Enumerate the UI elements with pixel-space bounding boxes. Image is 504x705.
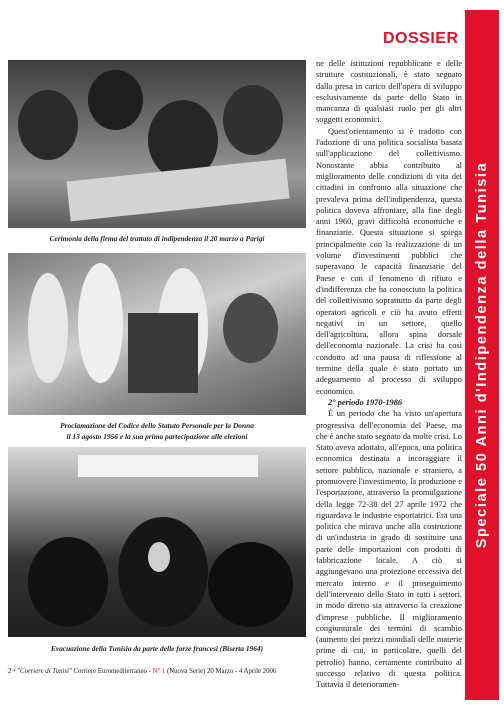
side-band — [465, 10, 499, 700]
article-paragraph: È un periodo che ha visto un'apertura progressiva dell'economia del Paese, ma che è anche stato segnato da molte crisi. Lo Stato aveva adottato, all'epoca, una politica economica destinata a incoraggiare il settore pubblico, nazionale e straniero, a promuovere l'investimento, la produzione e l'esportazione, attraverso la promulgazione della legge 72-38 del 27 aprile 1972 che riguardava le industrie esportatrici. Era una politica che mirava anche alla costruzione di un'industria in grado di sostituire una parte delle importazioni con prodotti di fabbricazione locale. A ciò si aggiungevano una protezione eccessiva del mercato interno e il proseguimento dell'intervento dello Stato in tutti i settori, in modo diretto sia attraverso la creazione d'imprese pubbliche. Il miglioramento congiunturale dei termini di scambio (aumento dei prezzi mondiali delle materie prime di cui, in particolare, quelli del petrolio) hanno, certamente contribuito al successo relativo di questa politica. Tuttavia il deterioramen- — [316, 409, 462, 690]
footer-issue-number: N° 1 — [152, 668, 166, 675]
page-footer — [8, 668, 308, 675]
footer-date: (Nuova Serie) 20 Marzo - 4 Aprile 2006 — [166, 668, 277, 675]
side-band-title: Speciale 50 Anni d'Indipendenza della Tunisia — [474, 161, 490, 549]
photo-women-voting — [8, 253, 306, 415]
section-header: DOSSIER — [383, 30, 459, 47]
photo-caption-treaty: Cerimonia della firma del trattato di indipendenza il 20 marzo a Parigi — [49, 234, 265, 243]
photo-caption-evacuation: Evacuazione della Tunisia da parte delle forze francesi (Biserta 1964) — [50, 644, 264, 653]
article-text — [316, 58, 462, 691]
photo-caption-women — [8, 420, 306, 442]
article-paragraph: ne delle istituzioni repubblicane e delle strutture costituzionali, è stato segnato dalla presa in carico dell'opera di sviluppo esclusivamente da parte dello Stato in mancanza di qualsiasi ruolo per gli altri soggetti economici. — [316, 59, 462, 125]
photo-caption-women-line1: Proclamazione del Codice dello Statuto Personale per la Donna — [60, 421, 254, 430]
footer-middle: Corriere Euromediterraneo - — [73, 668, 151, 675]
photo-evacuation — [8, 447, 306, 637]
article-paragraph: Quest'orientamento si è tradotto con l'adozione di una politica socialista basata sull'applicazione del collettivismo. Nonostante abbia contribuito al miglioramento delle condizioni di vita dei cittadini in confronto alla situazione che prevaleva prima dell'indipendenza, questa politica doveva affrontare, alla fine degli anni 1960, gravi difficoltà economiche e finanziarie. Questa situazione si spiega principalmente con la realizzazione di un volume d'investimenti pubblici che superavano le capacità finanziarie del Paese e con il fenomeno di rifiuto e d'indifferenza che ha conosciuto la politica del collettivismo soprattutto da parte degli operatori agricoli e ciò ha avuto effetti negativi in un settore, quello dell'agricoltura, allora spina dorsale dell'economia nazionale. La crisi ha così condotto ad una pausa di riflessione al termine della quale è stato portato un adeguamento al processo di sviluppo economico. — [316, 126, 462, 396]
footer-bullet: • — [13, 668, 16, 675]
photo-treaty-signing — [8, 60, 306, 228]
article-subheading: 2° periodo 1970-1986 — [328, 397, 403, 407]
footer-publication: "Corriere di Tunisi" — [17, 668, 72, 675]
photo-caption-women-line2: il 13 agosto 1956 e la sua prima partecipazione alle elezioni — [66, 432, 248, 441]
page-number: 2 — [8, 668, 12, 675]
